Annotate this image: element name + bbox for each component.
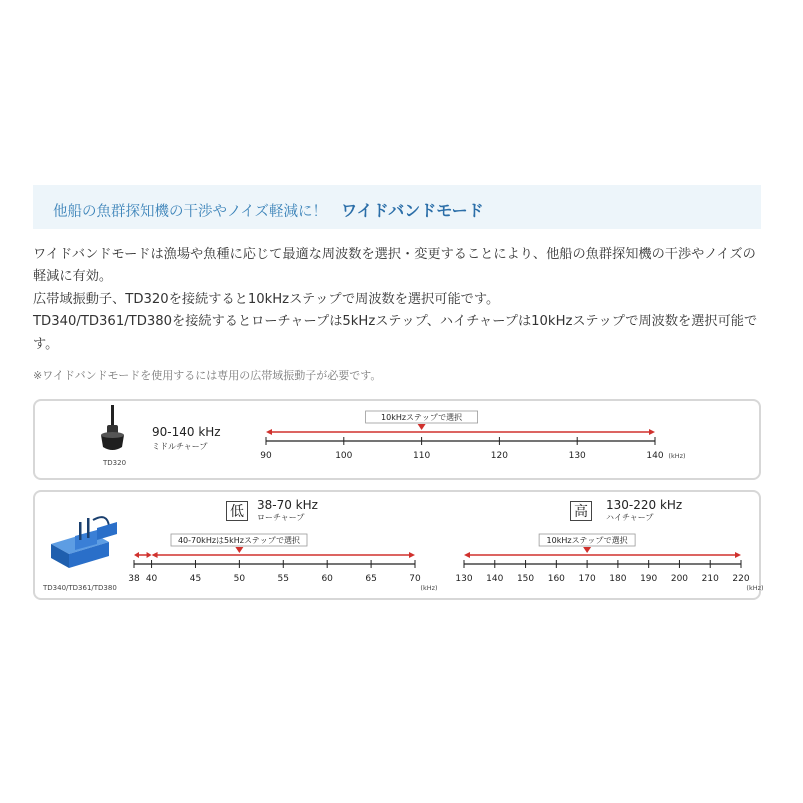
td320-scale-range-arrow-right	[649, 429, 655, 435]
td320-scale-tick-label: 100	[335, 451, 353, 461]
transducer-td320-icon	[101, 405, 124, 450]
high-scale-range-arrow-right	[735, 552, 741, 558]
low-scale-tick-label: 55	[277, 574, 290, 584]
td320-panel	[33, 399, 761, 480]
high-scale-unit-label: (kHz)	[746, 584, 764, 592]
low-scale-tick-label: 60	[321, 574, 333, 584]
low-scale-tick-label: 40	[145, 574, 158, 584]
low-scale-range-arrow-right	[409, 552, 415, 558]
description-paragraph-1: ワイドバンドモードは漁場や魚種に応じて最適な周波数を選択・変更することにより、他船の魚群探知機の干渉やノイズの軽減に有効。	[33, 247, 756, 285]
high-kanji-box: 高	[570, 501, 592, 521]
banner-title: ワイドバンドモード	[341, 201, 484, 220]
low-scale-unit-label: (kHz)	[420, 584, 438, 592]
td320-frequency-scale	[260, 411, 685, 461]
low-scale-range-arrow-left	[152, 552, 158, 558]
td320-scale-tick-label: 130	[568, 451, 586, 461]
low-scale-tick-label: 38	[128, 574, 140, 584]
low-scale-tick-label: 65	[365, 574, 377, 584]
banner-lead-text: 他船の魚群探知機の干渉やノイズ軽減に！	[53, 204, 328, 220]
banner-lead	[53, 198, 484, 221]
low-scale-extra-arrow-right	[147, 552, 152, 558]
high-scale-tick-label: 140	[486, 574, 504, 584]
low-chirp-frequency-scale	[128, 534, 437, 592]
low-scale-selected-marker	[235, 547, 243, 553]
requirement-note: ※ワイドバンドモードを使用するには専用の広帯域振動子が必要です。	[33, 369, 382, 382]
td320-diagram	[35, 401, 759, 478]
low-scale-extra-arrow-left	[134, 552, 139, 558]
low-kanji-box: 低	[226, 501, 248, 521]
low-scale-tick-label: 70	[409, 574, 421, 584]
high-scale-tick-label: 180	[609, 574, 627, 584]
td320-scale-tick-label: 120	[490, 451, 508, 461]
high-scale-tick-label: 210	[701, 574, 719, 584]
td320-scale-range-arrow-left	[266, 429, 272, 435]
high-scale-tick-label: 200	[670, 574, 689, 584]
td320-scale-step-label: 10kHzステップで選択	[381, 413, 463, 422]
high-scale-step-label: 10kHzステップで選択	[546, 536, 628, 545]
high-scale-tick-label: 220	[732, 574, 750, 584]
td320-caption: TD320	[103, 459, 127, 467]
description-paragraph-3: TD340/TD361/TD380を接続するとローチャープは5kHzステップ、ハイチャープは10kHzステップで周波数を選択可能です。	[33, 314, 758, 352]
low-range-label: 38-70 kHz	[257, 498, 318, 512]
description-paragraph-2: 広帯域振動子、TD320を接続すると10kHzステップで周波数を選択可能です。	[33, 291, 500, 307]
high-scale-tick-label: 190	[640, 574, 658, 584]
td320-range-label: 90-140 kHz	[152, 425, 221, 439]
transducer-td340-icon	[51, 517, 117, 568]
high-scale-tick-label: 150	[516, 574, 535, 584]
high-chirp-frequency-scale	[455, 534, 763, 592]
low-scale-step-label: 40-70kHzは5kHzステップで選択	[177, 536, 301, 545]
section-banner	[33, 185, 761, 229]
low-band-label: ローチャープ	[257, 513, 305, 522]
high-scale-tick-label: 170	[578, 574, 596, 584]
td340-panel	[33, 490, 764, 600]
td340-caption: TD340/TD361/TD380	[43, 584, 117, 592]
high-scale-range-arrow-left	[464, 552, 470, 558]
low-scale-tick-label: 50	[233, 574, 246, 584]
high-scale-selected-marker	[583, 547, 591, 553]
td320-scale-selected-marker	[418, 424, 426, 430]
td320-scale-unit-label: (kHz)	[668, 452, 686, 460]
low-scale-tick-label: 45	[189, 574, 202, 584]
description	[33, 244, 761, 356]
td320-scale-tick-label: 90	[260, 451, 272, 461]
high-scale-tick-label: 160	[547, 574, 565, 584]
high-band-label: ハイチャープ	[606, 513, 654, 522]
td320-scale-tick-label: 110	[413, 451, 431, 461]
td320-band-label: ミドルチャープ	[152, 442, 208, 451]
td320-scale-tick-label: 140	[646, 451, 664, 461]
high-range-label: 130-220 kHz	[606, 498, 683, 512]
high-scale-tick-label: 130	[455, 574, 473, 584]
